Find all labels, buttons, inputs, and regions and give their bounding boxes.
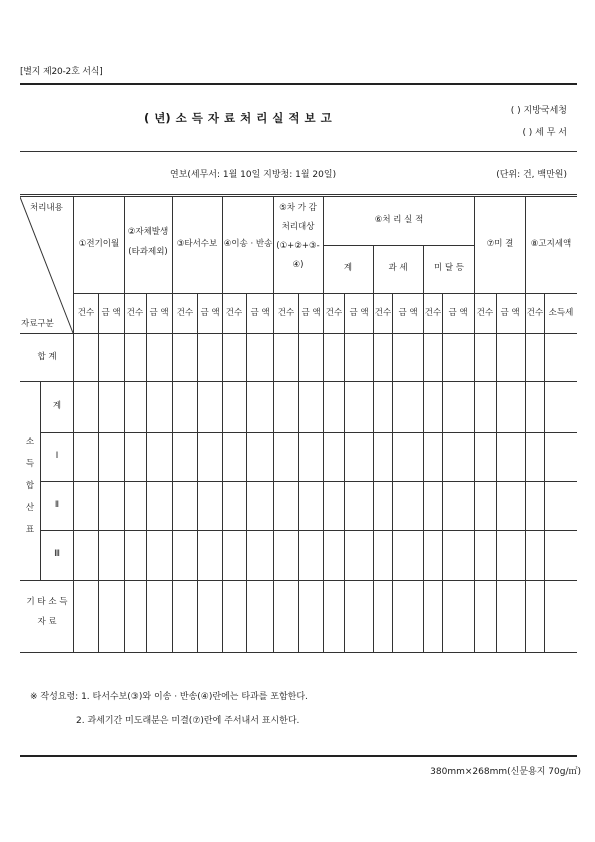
col-result-unreached: 미 달 등 bbox=[433, 263, 465, 273]
sub-amount: 금 액 bbox=[250, 308, 270, 318]
period-section bbox=[20, 151, 577, 197]
col-other-office-received: ③타서수보 bbox=[176, 239, 218, 249]
row-type-3-label: Ⅲ bbox=[54, 549, 60, 559]
col-net-target-3: (①+②+③- bbox=[276, 241, 320, 251]
group-label-char: 소 bbox=[25, 437, 35, 447]
period-text: 연보(세무서: 1월 10일 지방청: 1월 20일) bbox=[170, 170, 337, 180]
sub-count: 건수 bbox=[176, 308, 194, 318]
sub-amount: 금 액 bbox=[448, 308, 468, 318]
group-label-char: 합 bbox=[25, 481, 35, 491]
data-category-label: 자료구분 bbox=[21, 319, 54, 329]
tax-office-field: ( ) 세 무 서 bbox=[522, 128, 567, 138]
col-processing-result: ⑥처 리 실 적 bbox=[374, 215, 424, 225]
sub-amount: 금 액 bbox=[200, 308, 220, 318]
col-transfer-return: ④이송 · 반송 bbox=[223, 239, 273, 249]
sub-amount: 금 액 bbox=[101, 308, 121, 318]
sub-count: 건수 bbox=[277, 308, 295, 318]
sub-count: 건수 bbox=[225, 308, 243, 318]
note-line-2: 2. 과세기간 미도래분은 미결(⑦)란에 주서내서 표시한다. bbox=[76, 716, 300, 726]
row-total-label: 합 계 bbox=[37, 352, 57, 362]
group-label-char: 득 bbox=[25, 459, 35, 469]
row-subtotal-label: 계 bbox=[52, 401, 62, 411]
report-table bbox=[20, 197, 577, 652]
paper-spec: 380mm×268mm(신문용지 70g/㎡) bbox=[430, 767, 581, 777]
sub-count: 건수 bbox=[526, 308, 544, 318]
col-carry-over: ①전기이월 bbox=[78, 239, 120, 249]
sub-count: 건수 bbox=[476, 308, 494, 318]
row-type-1-label: Ⅰ bbox=[55, 451, 59, 461]
processing-content-label: 처리내용 bbox=[30, 203, 63, 213]
col-result-total: 계 bbox=[343, 263, 353, 273]
col-net-target-2: 처리대상 bbox=[281, 222, 315, 232]
row-other-income-1: 기 타 소 득 bbox=[26, 597, 68, 607]
unit-text: (단위: 건, 백만원) bbox=[496, 170, 567, 180]
sub-count: 건수 bbox=[77, 308, 95, 318]
group-label-char: 표 bbox=[25, 525, 35, 535]
report-frame bbox=[20, 83, 577, 757]
row-other-income-2: 자 료 bbox=[37, 617, 57, 627]
sub-count: 건수 bbox=[126, 308, 144, 318]
col-notified-tax: ⑧고지세액 bbox=[530, 239, 572, 249]
notes-section bbox=[20, 652, 577, 754]
note-line-1: ※ 작성요령: 1. 타서수보(③)와 이송 · 반송(④)란에는 타과를 포함한다. bbox=[30, 692, 308, 702]
sub-count: 건수 bbox=[374, 308, 392, 318]
sub-amount: 금 액 bbox=[149, 308, 169, 318]
sub-amount: 금 액 bbox=[301, 308, 321, 318]
col-result-taxed: 과 세 bbox=[388, 263, 408, 273]
col-net-target-1: ⑤차 가 감 bbox=[279, 203, 317, 213]
col-pending: ⑦미 결 bbox=[486, 239, 514, 249]
regional-office-field: ( ) 지방국세청 bbox=[510, 106, 567, 116]
sub-income-tax: 소득세 bbox=[548, 308, 574, 318]
report-title: ( 년) 소 득 자 료 처 리 실 적 보 고 bbox=[144, 111, 332, 125]
sub-count: 건수 bbox=[424, 308, 442, 318]
row-type-2-label: Ⅱ bbox=[54, 500, 60, 510]
form-label: [별지 제20-2호 서식] bbox=[20, 67, 103, 77]
col-self-generated-note: (타과제외) bbox=[128, 247, 168, 257]
sub-amount: 금 액 bbox=[349, 308, 369, 318]
col-self-generated: ②자체발생 bbox=[127, 227, 169, 237]
title-section bbox=[20, 85, 577, 152]
col-net-target-4: ④) bbox=[292, 260, 304, 270]
sub-amount: 금 액 bbox=[398, 308, 418, 318]
sub-amount: 금 액 bbox=[500, 308, 520, 318]
group-label-char: 산 bbox=[25, 503, 35, 513]
sub-count: 건수 bbox=[325, 308, 343, 318]
